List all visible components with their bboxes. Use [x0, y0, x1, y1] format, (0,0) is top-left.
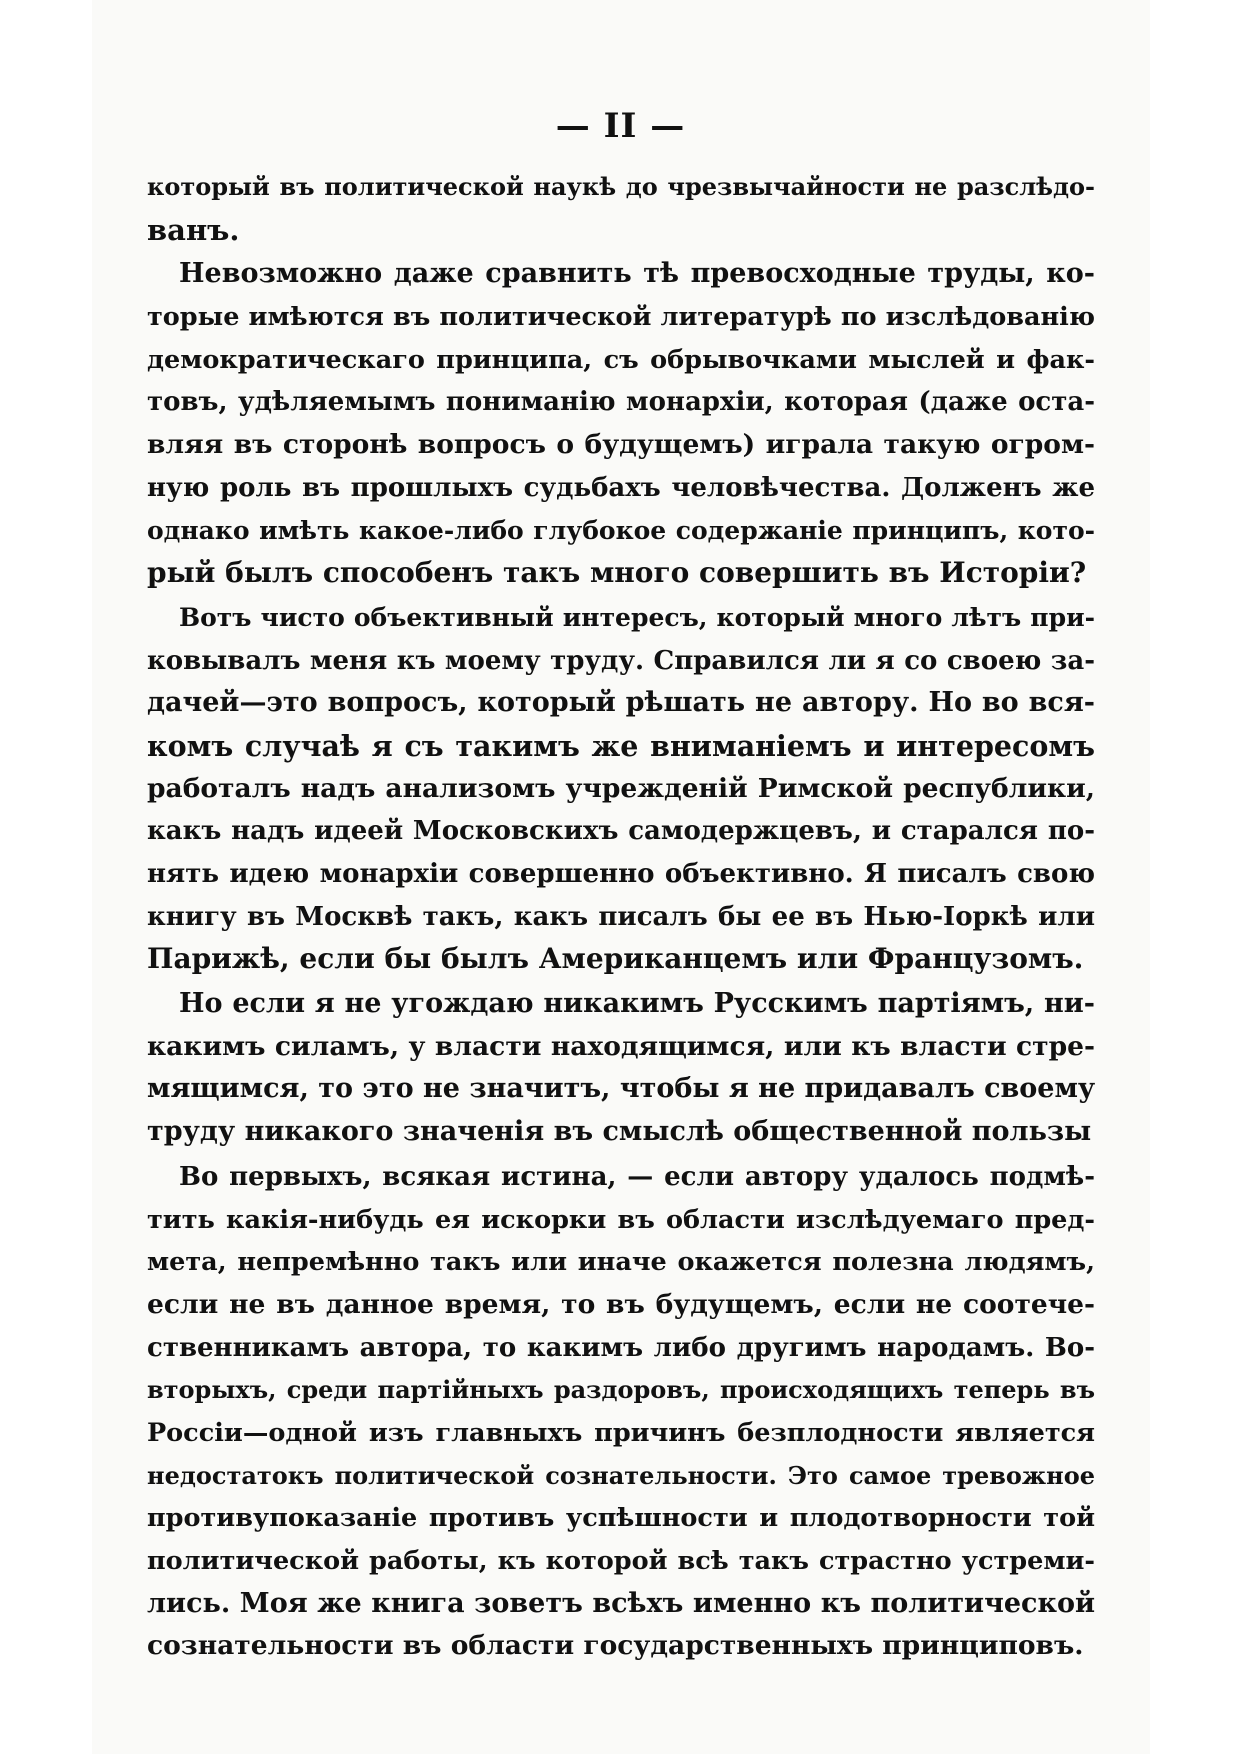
text-line: работалъ надъ анализомъ учрежденій Римской республики,	[147, 772, 1095, 804]
text-line: ную роль въ прошлыхъ судьбахъ человѣчества. Долженъ же	[147, 472, 1095, 503]
text-line: вторыхъ, среди партійныхъ раздоровъ, происходящихъ теперь въ	[147, 1375, 1095, 1405]
text-line: однако имѣть какое-либо глубокое содержаніе принципъ, кото-	[147, 515, 1095, 545]
text-line: труду никакого значенія въ смыслѣ общественной пользы	[147, 1116, 1092, 1148]
text-line: политической работы, къ которой всѣ такъ страстно устреми-	[147, 1546, 1095, 1576]
paragraph	[147, 597, 1095, 981]
text-line: торые имѣются въ политической литературѣ по изслѣдованію	[147, 302, 1095, 333]
text-line: ственникамъ автора, то какимъ либо другимъ народамъ. Во-	[147, 1332, 1095, 1363]
text-line: сознательности въ области государственныхъ принциповъ.	[147, 1630, 1084, 1662]
page-number: — II —	[555, 106, 686, 146]
text-line: Вотъ чисто объективный интересъ, который много лѣтъ при-	[179, 602, 1095, 632]
text-line: товъ, удѣляемымъ пониманію монархіи, которая (даже оста-	[147, 387, 1095, 418]
text-line: тить какія-нибудь ея искорки въ области изслѣдуемаго пред-	[147, 1204, 1095, 1235]
text-line: комъ случаѣ я съ такимъ же вниманіемъ и интересомъ	[147, 728, 1095, 763]
body-text	[147, 166, 1095, 1668]
text-line: Невозможно даже сравнить тѣ превосходные труды, ко-	[179, 258, 1095, 290]
text-line: демократическаго принципа, съ обрывочками мыслей и фак-	[147, 344, 1095, 375]
text-line: недостатокъ политической сознательности. Это самое тревожное	[147, 1460, 1095, 1490]
text-line: рый былъ способенъ такъ много совершить въ Исторіи?	[147, 556, 1087, 590]
text-line: вляя въ сторонѣ вопросъ о будущемъ) играла такую огром-	[147, 429, 1095, 461]
text-line: Но если я не угождаю никакимъ Русскимъ партіямъ, ни-	[179, 988, 1095, 1020]
text-line: какимъ силамъ, у власти находящимся, или къ власти стре-	[147, 1030, 1095, 1062]
text-line: какъ надъ идеей Московскихъ самодержцевъ, и старался по-	[147, 816, 1095, 847]
text-line: Россіи—одной изъ главныхъ причинъ безплодности является	[147, 1417, 1095, 1448]
text-line: мящимся, то это не значитъ, чтобы я не придавалъ своему	[147, 1073, 1095, 1105]
text-line: если не въ данное время, то въ будущемъ, если не соотече-	[147, 1288, 1095, 1320]
text-line: книгу въ Москвѣ такъ, какъ писалъ бы ее въ Нью-Іоркѣ или	[147, 901, 1095, 932]
text-line: который въ политической наукѣ до чрезвычайности не разслѣдо-	[147, 172, 1095, 201]
text-line: противупоказаніе противъ успѣшности и плодотворности той	[147, 1503, 1095, 1534]
text-line: ванъ.	[147, 212, 240, 247]
text-line: Во первыхъ, всякая истина, — если автору удалось подмѣ-	[179, 1161, 1095, 1192]
text-line: мета, непремѣнно такъ или иначе окажется полезна людямъ,	[147, 1247, 1095, 1278]
paragraph	[147, 983, 1095, 1154]
text-line: нять идею монархіи совершенно объективно. Я писалъ свою	[147, 859, 1095, 889]
text-line: ковывалъ меня къ моему труду. Справился ли я со своею за-	[147, 645, 1095, 676]
text-line: лись. Моя же книга зоветъ всѣхъ именно къ политической	[147, 1587, 1095, 1619]
paragraph	[147, 253, 1095, 595]
paragraph	[147, 1156, 1095, 1668]
text-line: дачей—это вопросъ, который рѣшать не автору. Но во вся-	[147, 687, 1095, 719]
paragraph	[147, 166, 1095, 251]
text-line: Парижѣ, если бы былъ Американцемъ или Французомъ.	[147, 942, 1084, 976]
